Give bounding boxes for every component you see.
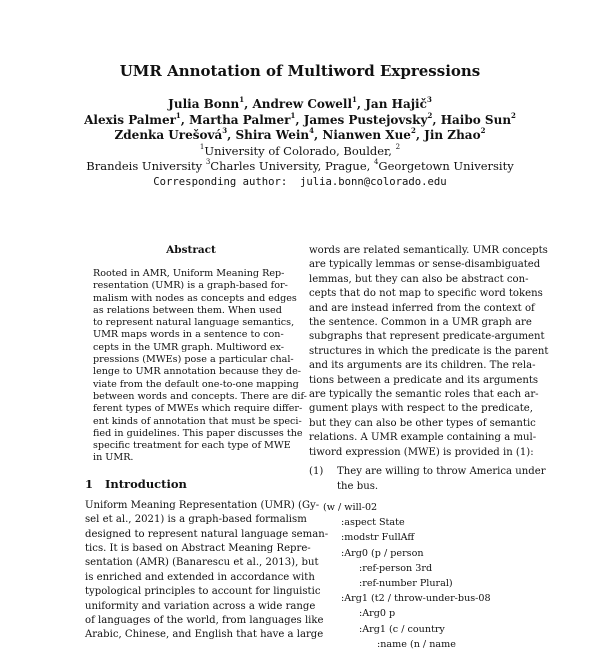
author-affiliation-marker: 2 [480,126,486,135]
section-number: 1 [85,476,94,491]
text-line: and are instead inferred from the context of [309,302,535,314]
affiliation-text: Georgetown University [378,159,514,173]
author-name: Martha Palmer [189,113,291,127]
author-name: Shira Wein [235,128,310,142]
author-name: Alexis Palmer [84,113,176,127]
text-line: words are related semantically. UMR concepts [309,245,548,256]
paper-title: UMR Annotation of Multiword Expressions [119,62,481,80]
author-name: Julia Bonn [168,97,240,111]
text-line: subgraphs that represent predicate-argument [309,331,545,343]
text-line: ferent types of MWEs which require differ- [93,403,303,415]
text-line: as relations between them. When used [93,304,282,316]
text-line: to represent natural language semantics, [93,317,295,329]
graph-line: :name (n / name [377,638,456,650]
author-affiliation-marker: 1 [352,95,357,104]
graph-line: :Arg0 p [359,608,396,620]
author-affiliation-marker: 1 [175,111,181,120]
author-affiliation-marker: 3 [222,126,228,135]
text-line: cepts that do not map to specific word tokens [309,288,543,300]
example-1 [309,465,546,494]
author-name: James Pustejovsky [303,113,428,127]
text-line: ent kinds of annotation that must be speci- [93,415,302,427]
text-line: the bus. [337,480,379,492]
graph-line: :modstr FullAff [341,532,415,544]
text-line: Arabic, Chinese, and English that have a large [85,629,324,641]
text-line: cepts in the UMR graph. Multiword ex- [93,341,285,353]
example-sentence [337,465,546,494]
right-paragraph [309,244,549,460]
text-line: UMR maps words in a sentence to con- [93,329,284,341]
example-number: (1) [309,466,324,478]
section-title: Introduction [105,476,187,491]
text-line: designed to represent natural language seman- [85,528,329,540]
text-line: is enriched and extended in accordance with [85,571,315,583]
umr-graph [309,500,533,652]
text-line: malism with nodes as concepts and edges [93,292,297,304]
author-affiliation-marker: 3 [426,95,432,104]
author-name: Haibo Sun [440,113,512,127]
text-line: are typically lemmas or sense-disambiguated [309,259,541,271]
author-affiliation-marker: 1 [290,111,296,120]
affiliation-marker: 4 [373,158,379,167]
text-line: lenge to UMR annotation because they de- [93,366,301,378]
section-heading-introduction [85,477,297,491]
graph-line: :Arg1 (t2 / throw-under-bus-08 [341,593,491,605]
affiliation-line-1 [0,144,600,158]
author-affiliation-marker: 1 [239,95,245,104]
text-line: resentation (UMR) is a graph-based for- [93,280,288,292]
text-line: uniformity and variation across a wide range [85,600,316,612]
text-line: the sentence. Common in a UMR graph are [309,317,532,329]
text-line: relations. A UMR example containing a mul- [309,432,537,444]
text-line: pressions (MWEs) pose a particular chal- [93,354,294,366]
text-line: structures in which the predicate is the parent [309,345,549,357]
left-column [85,244,329,643]
text-line: are typically the semantic roles that each ar- [309,389,539,401]
affiliation-marker: 3 [205,158,211,167]
author-line-3: Zdenka Urešová$^3$, Shira Wein$^4$, Nianwen Xue$^2$, Jin Zhao$^2$ [114,126,486,142]
author-name: Jin Zhao [424,128,481,142]
corresponding-author: Corresponding author: julia.bonn@colorado.edu [153,176,447,188]
affiliation-text: University of Colorado, Boulder, [204,144,396,158]
author-affiliation-marker: 4 [309,126,314,135]
author-line-1: Julia Bonn$^1$, Andrew Cowell$^1$, Jan Hajič$^3$ [168,95,432,111]
graph-line: :ref-person 3rd [359,562,433,574]
abstract-heading: Abstract [166,244,216,256]
author-name: Nianwen Xue [322,128,411,142]
text-line: tiword expression (MWE) is provided in (1): [309,446,534,458]
introduction-paragraph [85,499,329,643]
text-line: viate from the default one-to-one mapping [93,378,299,390]
graph-line: :Arg0 (p / person [341,547,424,559]
graph-line: :aspect State [341,517,405,529]
affiliation-text: Brandeis University [86,159,206,173]
text-line: tics. It is based on Abstract Meaning Repre- [85,542,311,554]
affiliation-line-2 [0,159,600,173]
text-line: and its arguments are its children. The rela- [309,360,536,372]
graph-line: (w / will-02 [323,501,378,513]
text-line: in UMR. [93,452,134,464]
text-line: fied in guidelines. This paper discusses the [93,427,303,439]
text-line: but they can also be other types of semantic [309,417,536,429]
graph-line: :ref-number Plural) [359,577,453,589]
text-line: between words and concepts. There are dif- [93,390,307,402]
text-line: specific treatment for each type of MWE [93,440,291,452]
text-line: tions between a predicate and its arguments [309,374,539,386]
text-line: typological principles to account for linguistic [85,586,321,598]
author-affiliation-marker: 2 [427,111,433,120]
text-line: of languages of the world, from languages like [85,615,324,626]
text-line: They are willing to throw America under [337,466,546,478]
affiliation-marker: 2 [395,143,401,152]
abstract-body [93,268,307,465]
author-line-2: Alexis Palmer$^1$, Martha Palmer$^1$, James Pustejovsky$^2$, Haibo Sun$^2$ [84,111,516,127]
text-line: lemmas, but they can also be abstract con- [309,273,529,285]
text-line: sel et al., 2021) is a graph-based formalism [85,514,307,526]
graph-line: :Arg1 (c / country [359,623,445,635]
text-line: gument plays with respect to the predicate, [309,403,533,415]
author-name: Andrew Cowell [252,97,353,111]
affiliation-marker: 1 [199,143,205,152]
affiliation-text: Charles University, Prague, [210,159,374,173]
text-line: sentation (AMR) (Banarescu et al., 2013), but [85,557,319,569]
author-name: Jan Hajič [365,97,427,111]
author-affiliation-marker: 2 [410,126,416,135]
author-affiliation-marker: 2 [511,111,516,120]
right-column [309,244,549,652]
text-line: Uniform Meaning Representation (UMR) (Gy- [85,499,320,511]
text-line: Rooted in AMR, Uniform Meaning Rep- [93,268,285,279]
author-name: Zdenka Urešová [114,128,223,142]
